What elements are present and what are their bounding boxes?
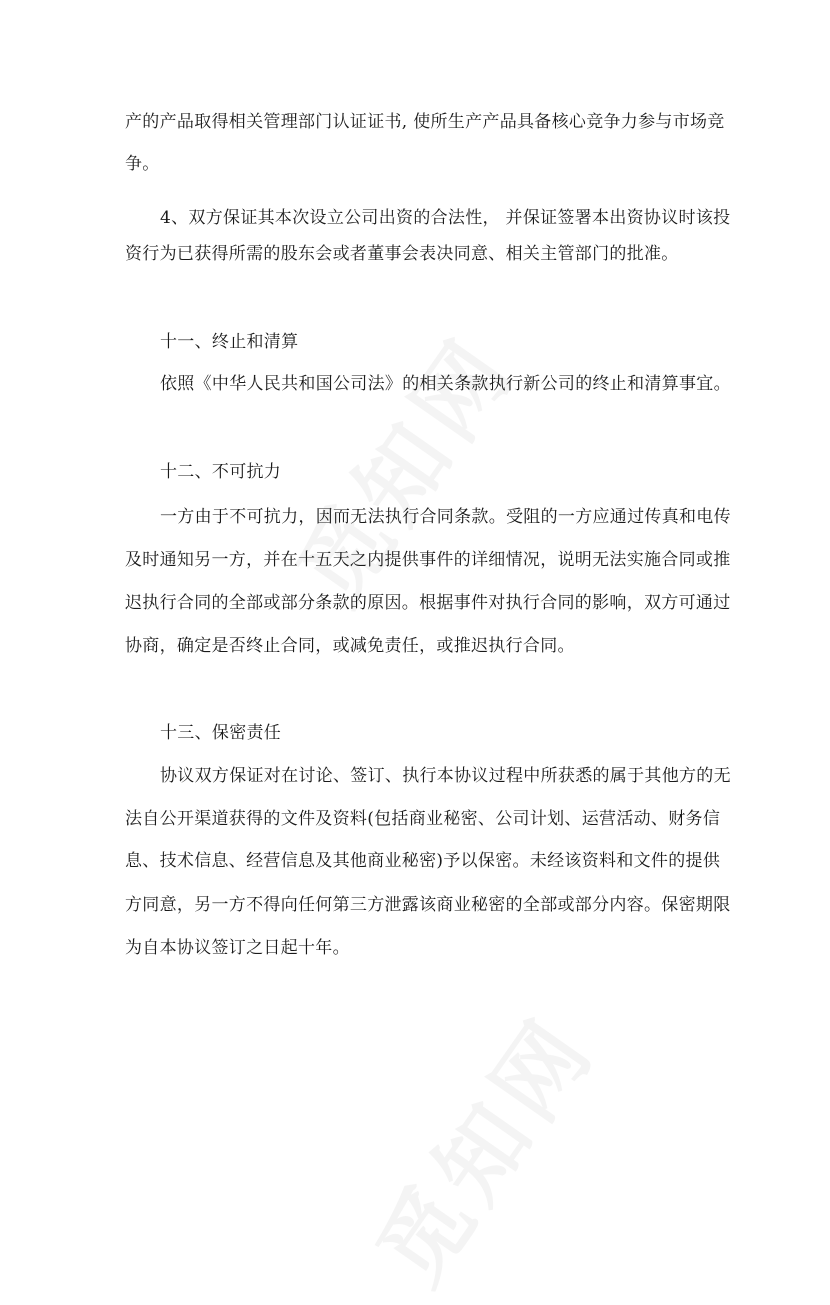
watermark (341, 985, 620, 1305)
body-line: 依照《中华人民共和国公司法》的相关条款执行新公司的终止和清算事宜。 (160, 374, 731, 394)
body-line: 方同意，另一方不得向任何第三方泄露该商业秘密的全部或部分内容。保密期限 (125, 895, 731, 915)
body-line: 及时通知另一方，并在十五天之内提供事件的详细情况，说明无法实施合同或推 (125, 550, 731, 570)
section-heading-confidentiality: 十三、保密责任 (160, 723, 282, 743)
clause-4-line: 4、双方保证其本次设立公司出资的合法性， 并保证签署本出资协议时该投 (160, 208, 731, 228)
section-heading-force-majeure: 十二、不可抗力 (160, 462, 282, 482)
body-line: 法自公开渠道获得的文件及资料(包括商业秘密、公司计划、运营活动、财务信 (125, 809, 721, 829)
paragraph-first-line: 一方由于不可抗力，因而无法执行合同条款。受阻的一方应通过传真和电传 (160, 507, 731, 527)
body-line: 资行为已获得所需的股东会或者董事会表决同意、相关主管部门的批准。 (125, 244, 679, 264)
body-line: 息、技术信息、经营信息及其他商业秘密)予以保密。未经该资料和文件的提供 (125, 851, 721, 871)
body-line: 迟执行合同的全部或部分条款的原因。根据事件对执行合同的影响，双方可通过 (125, 593, 731, 613)
section-heading-termination: 十一、终止和清算 (160, 332, 299, 352)
body-line: 争。 (125, 154, 160, 174)
body-line: 协商，确定是否终止合同，或减免责任，或推迟执行合同。 (125, 636, 575, 656)
paragraph-first-line: 协议双方保证对在讨论、签订、执行本协议过程中所获悉的属于其他方的无 (160, 766, 731, 786)
body-line: 产的产品取得相关管理部门认证证书, 使所生产产品具备核心竞争力参与市场竞 (125, 112, 725, 132)
body-line: 为自本协议签订之日起十年。 (125, 938, 350, 958)
